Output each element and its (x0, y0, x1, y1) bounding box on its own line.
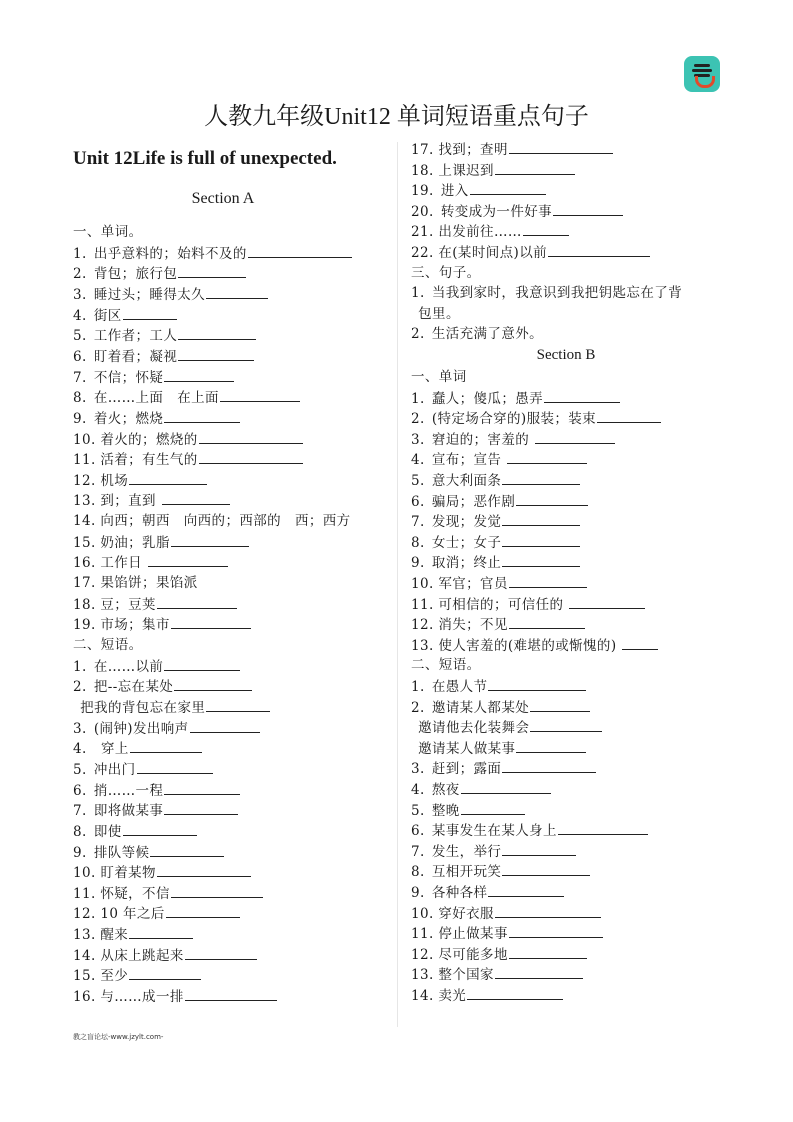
unit-heading: Unit 12Life is full of unexpected. (73, 148, 337, 169)
answer-blank[interactable] (123, 821, 197, 836)
list-item (73, 800, 238, 821)
item-text: 1. 在愚人节 (411, 679, 488, 695)
list-item (411, 882, 564, 903)
list-item (411, 697, 590, 718)
item-text: 17. 果馅饼；果馅派 (73, 575, 198, 592)
list-item (73, 780, 240, 801)
item-text: 7. 不信；怀疑 (73, 369, 164, 386)
item-text: 12. 尽可能多地 (411, 946, 508, 963)
answer-blank[interactable] (509, 944, 587, 959)
item-text: 二、短语。 (73, 637, 143, 653)
answer-blank[interactable] (137, 759, 213, 774)
answer-blank[interactable] (178, 346, 254, 361)
list-item (73, 305, 177, 326)
list-item (73, 676, 252, 697)
item-text: 4. 宣布；宣告 (411, 452, 507, 469)
list-item (411, 573, 587, 594)
answer-blank[interactable] (509, 573, 587, 588)
list-item (411, 655, 481, 675)
answer-blank[interactable] (164, 367, 234, 382)
list-item (73, 614, 251, 635)
list-item (73, 449, 303, 470)
answer-blank[interactable] (502, 841, 576, 856)
list-item (73, 697, 270, 718)
list-item (73, 635, 143, 655)
answer-blank[interactable] (171, 614, 251, 629)
answer-blank[interactable] (548, 242, 650, 257)
item-text: 3. 睡过头；睡得太久 (73, 286, 206, 303)
list-item (73, 284, 268, 305)
item-text: 14. 从床上跳起来 (73, 947, 184, 964)
item-text: 12. 10 年之后 (73, 906, 165, 923)
item-text: 18. 上课迟到 (411, 162, 494, 179)
list-item (73, 656, 240, 677)
list-item (411, 491, 588, 512)
item-text: 18. 豆；豆荚 (73, 596, 156, 613)
list-item (73, 408, 240, 429)
answer-blank[interactable] (178, 263, 246, 278)
item-text: 9. 排队等候 (73, 844, 150, 861)
item-text: 2. 把--忘在某处 (73, 679, 174, 696)
item-text: 13. 使人害羞的(难堪的或惭愧的) (411, 637, 622, 654)
section-b-heading: Section B (536, 347, 596, 363)
list-item (411, 635, 658, 656)
item-text: 16. 与……成一排 (73, 989, 184, 1006)
answer-blank[interactable] (164, 800, 238, 815)
section-a-heading: Section A (191, 190, 255, 207)
list-item (411, 738, 586, 759)
list-item (411, 429, 615, 450)
answer-blank[interactable] (130, 738, 202, 753)
answer-blank[interactable] (199, 449, 303, 464)
list-item (73, 490, 230, 511)
list-item (411, 511, 580, 532)
item-text: 一、单词 (411, 369, 467, 385)
answer-blank[interactable] (509, 614, 585, 629)
item-text: 包里。 (411, 305, 460, 322)
item-text: 11. 活着；有生气的 (73, 452, 198, 469)
answer-blank[interactable] (495, 903, 601, 918)
list-item (411, 242, 650, 263)
answer-blank[interactable] (523, 221, 569, 236)
list-item (73, 945, 257, 966)
answer-blank[interactable] (129, 470, 207, 485)
answer-blank[interactable] (129, 924, 193, 939)
list-item (411, 408, 661, 429)
list-item (411, 221, 569, 242)
list-item (73, 738, 202, 759)
item-text: 19. 进入 (411, 183, 469, 200)
answer-blank[interactable] (185, 986, 277, 1001)
item-text: 10. 着火的；燃烧的 (73, 431, 198, 448)
answer-blank[interactable] (178, 325, 256, 340)
list-item (73, 367, 234, 388)
answer-blank[interactable] (162, 490, 230, 505)
answer-blank[interactable] (553, 201, 623, 216)
answer-blank[interactable] (467, 985, 563, 1000)
item-text: 22. 在(某时间点)以前 (411, 245, 547, 261)
item-text: 9. 着火；燃烧 (73, 410, 164, 427)
answer-blank[interactable] (164, 656, 240, 671)
list-item (73, 511, 351, 531)
item-text: 14. 卖光 (411, 988, 467, 1004)
list-item (73, 263, 246, 284)
answer-blank[interactable] (488, 676, 586, 691)
item-text: 3. 窘迫的；害羞的 (411, 431, 534, 448)
item-text: 20. 转变成为一件好事 (411, 203, 553, 220)
answer-blank[interactable] (164, 408, 240, 423)
item-text: 10. 盯着某物 (73, 865, 156, 882)
item-text: 把我的背包忘在家里 (73, 699, 206, 716)
list-item (73, 842, 224, 863)
list-item (411, 552, 580, 573)
item-text: 7. 即将做某事 (73, 803, 164, 820)
answer-blank[interactable] (509, 139, 613, 154)
item-text: 1. 蠢人；傻瓜；愚弄 (411, 390, 544, 407)
list-item (411, 717, 602, 738)
answer-blank[interactable] (157, 594, 237, 609)
answer-blank[interactable] (461, 779, 551, 794)
list-item (411, 841, 576, 862)
item-text: 9. 各种各样 (411, 885, 488, 901)
item-text: 1. 当我到家时，我意识到我把钥匙忘在了背 (411, 285, 683, 302)
item-text: 11. 怀疑，不信 (73, 885, 170, 902)
item-text: 一、单词。 (73, 224, 143, 240)
list-item (411, 470, 580, 491)
item-text: 8. 在……上面 在上面 (73, 390, 219, 407)
answer-blank[interactable] (248, 243, 352, 258)
list-item (411, 160, 575, 181)
item-text: 4. 街区 (73, 307, 122, 324)
answer-blank[interactable] (166, 903, 240, 918)
list-item (411, 180, 546, 201)
list-item (73, 222, 143, 242)
footer-text: 教之盲论坛-www.jzylt.com- (73, 1033, 164, 1041)
answer-blank[interactable] (171, 532, 249, 547)
item-text: 2. (特定场合穿的)服装；装束 (411, 411, 597, 428)
list-item (73, 594, 237, 615)
list-item (73, 759, 213, 780)
list-item (73, 325, 256, 346)
answer-blank[interactable] (164, 780, 240, 795)
list-item (73, 470, 207, 491)
item-text: 1. 在……以前 (73, 658, 164, 675)
item-text: 13. 醒来 (73, 927, 129, 944)
list-item (411, 201, 623, 222)
item-text: 17. 找到；查明 (411, 142, 508, 158)
column-divider (397, 142, 398, 1027)
list-item (411, 283, 682, 303)
item-text: 6. 某事发生在某人身上 (411, 823, 557, 840)
item-text: 15. 奶油；乳脂 (73, 534, 170, 551)
item-text: 7. 发现；发觉 (411, 514, 502, 531)
item-text: 2. 背包；旅行包 (73, 266, 178, 283)
item-text: 8. 女士；女子 (411, 534, 502, 551)
answer-blank[interactable] (157, 862, 251, 877)
item-text: 19. 市场；集市 (73, 617, 170, 634)
item-text: 三、句子。 (411, 264, 481, 281)
list-item (411, 263, 481, 283)
list-item (411, 367, 467, 387)
answer-blank[interactable] (206, 284, 268, 299)
list-item (73, 387, 300, 408)
answer-blank[interactable] (185, 945, 257, 960)
item-text: 1. 出乎意料的；始料不及的 (73, 245, 247, 262)
item-text: 8. 即使 (73, 823, 122, 840)
item-text: 12. 消失；不见 (411, 617, 508, 634)
list-item (411, 820, 648, 841)
list-item (411, 449, 587, 470)
answer-blank[interactable] (622, 635, 658, 650)
list-item (73, 903, 240, 924)
item-text: 13. 到；直到 (73, 493, 161, 510)
list-item (411, 944, 587, 965)
answer-blank[interactable] (569, 594, 645, 609)
list-item (411, 614, 585, 635)
item-text: 6. 盯着看；凝视 (73, 348, 178, 365)
item-text: 13. 整个国家 (411, 967, 494, 984)
item-text: 11. 可相信的；可信任的 (411, 596, 569, 613)
list-item (411, 861, 590, 882)
list-item (73, 821, 197, 842)
answer-blank[interactable] (502, 532, 580, 547)
list-item (411, 304, 460, 324)
list-item (411, 594, 645, 615)
item-text: 5. 工作者；工人 (73, 328, 178, 345)
answer-blank[interactable] (502, 861, 590, 876)
answer-blank[interactable] (558, 820, 648, 835)
item-text: 10. 穿好衣服 (411, 905, 494, 922)
answer-blank[interactable] (502, 470, 580, 485)
list-item (73, 883, 263, 904)
list-item (73, 965, 201, 986)
logo-icon (684, 56, 720, 92)
item-text: 邀请某人做某事 (411, 740, 516, 757)
list-item (411, 532, 580, 553)
answer-blank[interactable] (495, 964, 583, 979)
answer-blank[interactable] (495, 160, 575, 175)
answer-blank[interactable] (206, 697, 270, 712)
item-text: 9. 取消；终止 (411, 555, 502, 572)
list-item (411, 964, 583, 985)
item-text: 二、短语。 (411, 657, 481, 674)
item-text: 16. 工作日 (73, 555, 147, 572)
item-text: 5. 冲出门 (73, 761, 136, 778)
item-text: 4. 穿上 (73, 741, 129, 758)
answer-blank[interactable] (509, 923, 603, 938)
item-text: 8. 互相开玩笑 (411, 864, 502, 881)
list-item (73, 243, 352, 264)
item-text: 10. 军官；官员 (411, 576, 508, 592)
list-item (411, 758, 596, 779)
list-item (411, 139, 613, 160)
answer-blank[interactable] (190, 718, 260, 733)
item-text: 3. (闹钟)发出响声 (73, 720, 189, 737)
answer-blank[interactable] (516, 491, 588, 506)
answer-blank[interactable] (544, 388, 620, 403)
answer-blank[interactable] (516, 738, 586, 753)
item-text: 5. 整晚 (411, 802, 460, 819)
answer-blank[interactable] (470, 180, 546, 195)
list-item (73, 346, 254, 367)
item-text: 2. 生活充满了意外。 (411, 326, 544, 343)
list-item (73, 429, 303, 450)
answer-blank[interactable] (507, 449, 587, 464)
item-text: 7. 发生，举行 (411, 843, 502, 860)
answer-blank[interactable] (502, 758, 596, 773)
item-text: 15. 至少 (73, 968, 129, 985)
item-text: 3. 赶到；露面 (411, 761, 502, 778)
answer-blank[interactable] (123, 305, 177, 320)
answer-blank[interactable] (488, 882, 564, 897)
answer-blank[interactable] (597, 408, 661, 423)
answer-blank[interactable] (220, 387, 300, 402)
list-item (411, 903, 601, 924)
answer-blank[interactable] (530, 697, 590, 712)
item-text: 5. 意大利面条 (411, 473, 502, 489)
answer-blank[interactable] (199, 429, 303, 444)
list-item (73, 718, 260, 739)
answer-blank[interactable] (502, 552, 580, 567)
answer-blank[interactable] (502, 511, 580, 526)
list-item (411, 800, 525, 821)
answer-blank[interactable] (461, 800, 525, 815)
answer-blank[interactable] (171, 883, 263, 898)
item-text: 6. 骗局；恶作剧 (411, 493, 516, 510)
list-item (73, 573, 198, 593)
answer-blank[interactable] (148, 552, 228, 567)
item-text: 邀请他去化装舞会 (411, 720, 530, 737)
list-item (411, 676, 586, 697)
answer-blank[interactable] (535, 429, 615, 444)
list-item (73, 532, 249, 553)
item-text: 12. 机场 (73, 472, 129, 489)
list-item (411, 923, 603, 944)
list-item (73, 986, 277, 1007)
item-text: 6. 捎……一程 (73, 782, 164, 799)
item-text: 4. 熬夜 (411, 782, 460, 798)
item-text: 2. 邀请某人都某处 (411, 699, 530, 716)
list-item (411, 324, 543, 344)
list-item (411, 388, 620, 409)
list-item (73, 552, 228, 573)
answer-blank[interactable] (530, 717, 602, 732)
answer-blank[interactable] (150, 842, 224, 857)
item-text: 14. 向西；朝西 向西的；西部的 西；西方 (73, 513, 351, 530)
list-item (411, 779, 551, 800)
list-item (73, 862, 251, 883)
answer-blank[interactable] (129, 965, 201, 980)
page-title: 人教九年级Unit12 单词短语重点句子 (204, 104, 589, 130)
list-item (73, 924, 193, 945)
item-text: 11. 停止做某事 (411, 926, 508, 943)
answer-blank[interactable] (174, 676, 252, 691)
list-item (411, 985, 563, 1006)
item-text: 21. 出发前往…… (411, 224, 522, 241)
